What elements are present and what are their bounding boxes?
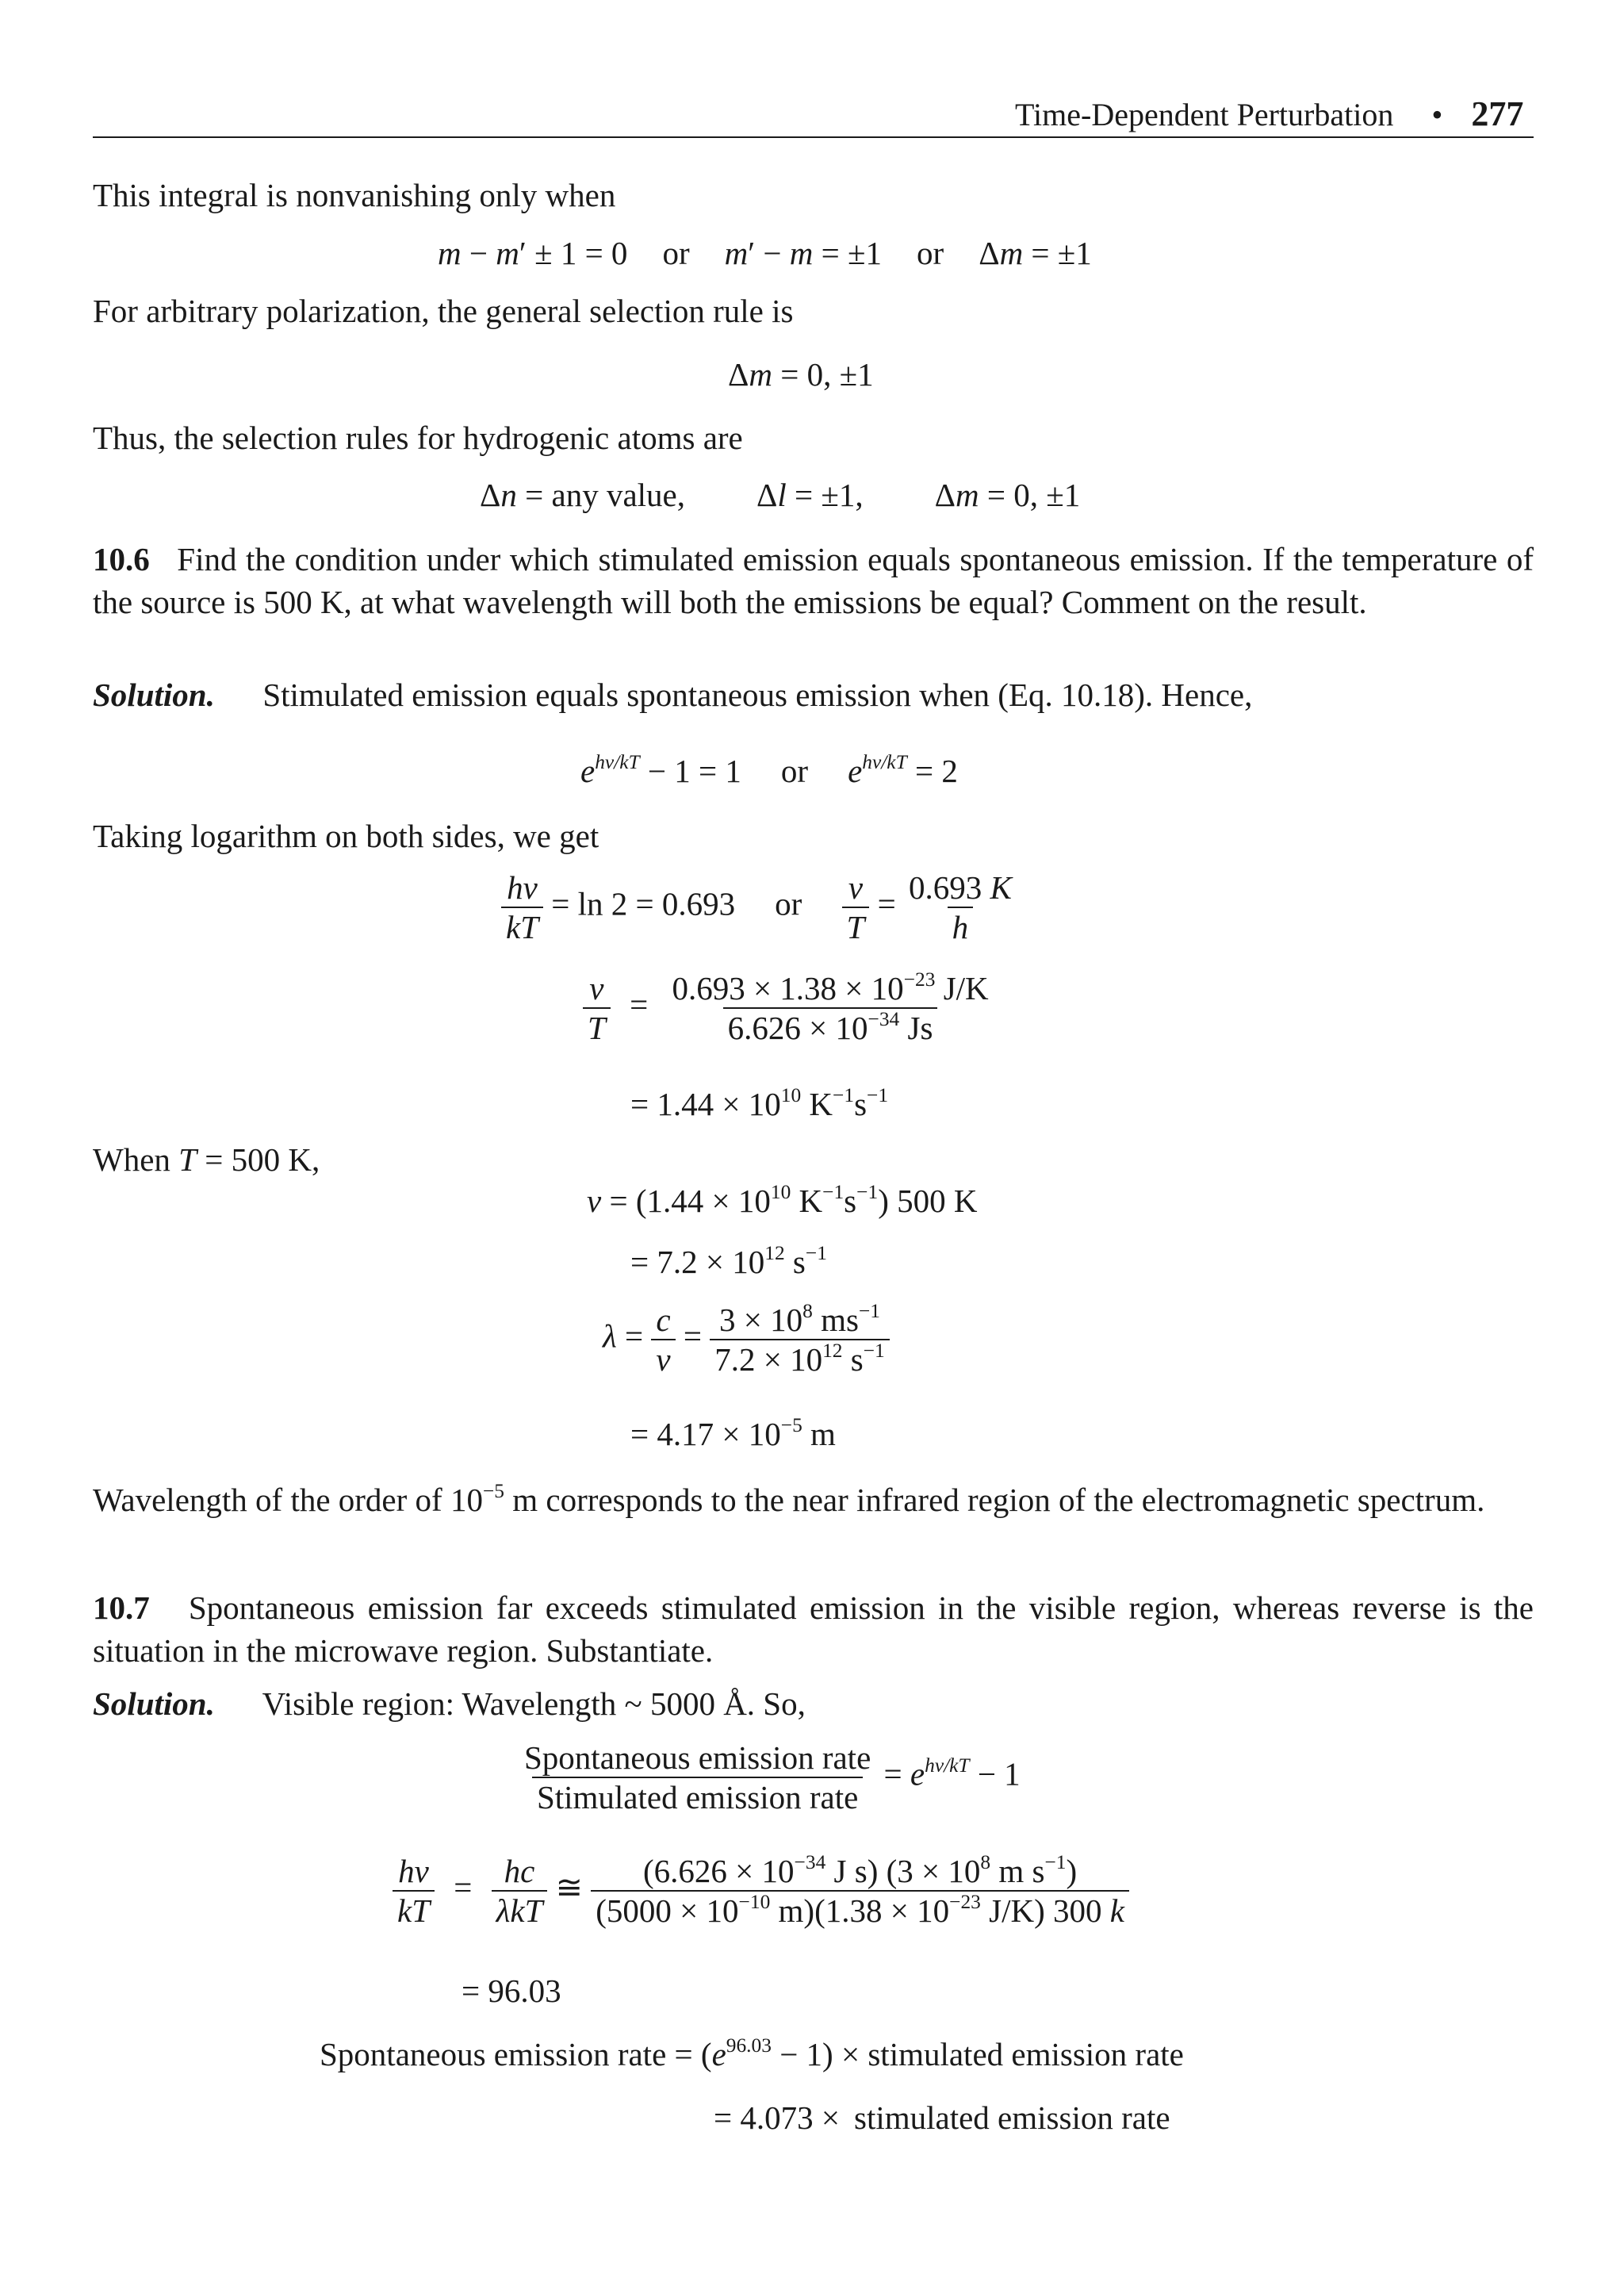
- solution-10-6: [93, 676, 1252, 714]
- solution-text: Stimulated emission equals spontaneous emission when (Eq. 10.18). Hence,: [262, 677, 1253, 713]
- equation-rate-ratio: $\frac{\text{Spontaneous emission rate}}{\text{Stimulated emission rate}}$ = $e^{h\nu/kT} - 1$: [519, 1739, 1021, 1816]
- equation-nu-value: $\nu = (1.44 \times 10^{10}$ $K^{-1}s^{-1}$) 500 K: [587, 1181, 978, 1219]
- stim-rate-label: stimulated emission rate: [868, 2036, 1184, 2072]
- stim-rate-label: stimulated emission rate: [854, 2099, 1170, 2136]
- header-bullet: •: [1431, 97, 1443, 132]
- paragraph-logarithm: Taking logarithm on both sides, we get: [93, 818, 599, 854]
- equation-ln2: $\frac{h\nu}{kT}$ = ln 2 = 0.693 or $\frac{\nu}{T}$ = $\frac{0.693 K}{h}$: [501, 868, 1017, 946]
- rate-numerator: Spontaneous emission rate: [524, 1739, 871, 1776]
- solution-label: Solution.: [93, 1685, 215, 1722]
- equation-lambda: λ = $\frac{c}{\nu}$ = $\frac{3 \times 10^8 ms^{-1}}{7.2 \times 10^{12} s^{-1}}$: [603, 1301, 890, 1378]
- equation-nu-over-t: $\frac{\nu}{T}$ = $\frac{0.693 \times 1.38 \times 10^{-23} J/K}{6.626 \times 10^{-34} Js}$: [583, 969, 994, 1047]
- paragraph-integral: This integral is nonvanishing only when: [93, 177, 616, 213]
- page-number: 277: [1471, 94, 1524, 133]
- solution-10-7: [93, 1685, 806, 1723]
- solution-label: Solution.: [93, 677, 215, 713]
- rate-denominator: Stimulated emission rate: [532, 1777, 863, 1816]
- equation-hydrogenic-rules: Δn = any value, Δl = ±1, Δm = 0, ±1: [480, 477, 1081, 513]
- spont-rate-label: Spontaneous emission rate: [320, 2036, 667, 2072]
- problem-text: Find the condition under which stimulated emission equals spontaneous emission. If the temperature of the source is 500 K, at what wavelength will both the emissions be equal? Comment on the result.: [93, 541, 1534, 620]
- solution-text: Visible region: Wavelength ~ 5000 Å. So,: [262, 1685, 806, 1722]
- equation-nu-over-t-result: = $1.44 \times 10^{10}$ $K^{-1}s^{-1}$: [630, 1084, 889, 1122]
- equation-hv-kt-calc: $\frac{h\nu}{kT}$ = $\frac{hc}{\text{λkT}}$ ≅ $\frac{(6.626 \times 10^{-34} J s) (3 \times 10^8 m s^{-1})}{(5000 \times 10^{-10} m)(1.38 \times 10^{-23} J/K) 300 k}$: [393, 1852, 1129, 1930]
- equation-spont-rate-result: [714, 2099, 1170, 2137]
- equation-hv-kt-result: = 96.03: [462, 1973, 561, 2009]
- paragraph-when-t: When T = 500 K,: [93, 1141, 320, 1178]
- equation-spont-rate: Spontaneous emission rate = $(e^{96.03} - 1)$ × stimulated emission rate: [320, 2034, 1184, 2072]
- paragraph-wavelength-comment: Wavelength of the order of $10^{-5}$ m corresponds to the near infrared region of the electromagnetic spectrum.: [93, 1480, 1485, 1518]
- header-rule: [93, 136, 1534, 138]
- paragraph-hydrogenic: Thus, the selection rules for hydrogenic atoms are: [93, 420, 743, 456]
- running-title: Time-Dependent Perturbation: [1015, 97, 1394, 132]
- running-header: [1015, 94, 1523, 134]
- equation-selection-m: m − m′ ± 1 = 0 or m′ − m = ±1 or Δm = ±1: [438, 235, 1092, 271]
- equation-lambda-result: = $4.17 \times 10^{-5}$ m: [630, 1414, 836, 1452]
- problem-10-6: [93, 538, 1534, 623]
- equation-exp-condition: $e^{h\nu/kT} - 1 = 1$ or $e^{h\nu/kT} = 2$: [580, 751, 958, 789]
- paragraph-polarization: For arbitrary polarization, the general selection rule is: [93, 293, 794, 329]
- problem-10-7: [93, 1586, 1534, 1672]
- equation-general-rule: Δm = 0, ±1: [728, 356, 874, 393]
- equation-nu-result: = $7.2 \times 10^{12}$ $s^{-1}$: [630, 1242, 827, 1280]
- rate-factor: = 4.073 ×: [714, 2099, 840, 2136]
- problem-text: Spontaneous emission far exceeds stimulated emission in the visible region, whereas reverse is the situation in the microwave region. Substantiate.: [93, 1589, 1534, 1669]
- problem-number: 10.7: [93, 1589, 150, 1626]
- problem-number: 10.6: [93, 541, 150, 577]
